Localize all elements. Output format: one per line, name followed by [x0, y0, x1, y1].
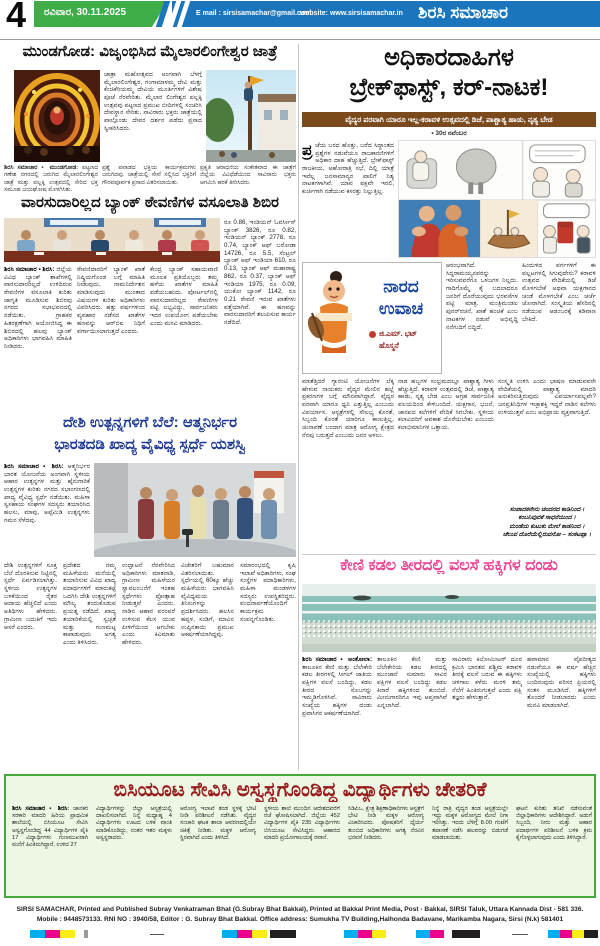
satire-col-b: ಹಿಂದುಳಿದ ವರ್ಗಗಳಿಗೆ ಈ ಪಲ್ಲಟಗಳಲ್ಲಿ ಸಿಗುವುದೇನು? ಕರಾವಳಿ ಉತ್ಸವದ ವೇದಿಕೆಯಲ್ಲಿ ಡಿಜೆ ಮೊಳಗಬೇಕೆ ಅಥವಾ ಯಕ್ಷಗಾನದ ಚಂಡೆ ಮೊಳಗಬೇಕೆ ಎಂಬ ಚರ್ಚೆ ಜೋರಾಗಿದೆ. ಸಂಸ್ಕೃತಿಯ ಹೆಸರಿನಲ್ಲಿ ನಡೆಯುವ ಆಡಂಬರಕ್ಕೆ ಕಡಿವಾಣ ಬೇಕಿದೆ.	[522, 262, 596, 323]
food-headline-2: ಭಾರತದಡಿ ಖಾದ್ಯ ವೈವಿಧ್ಯ ಸ್ಪರ್ಧೆ ಯಶಸ್ವಿ	[54, 436, 246, 453]
verse-line-2: ಕಂಬನಿವುದಕೆ ಸಾಧನೆಯಿಂದ ।	[518, 514, 576, 522]
midday-col-1: ಶಿರಸಿ ಸಮಾಚಾರ ▪ ಶಿರಸಿ: ಜಾನಕರ ಸರಕಾರಿ ಮಾದರಿ ಹಿರಿಯ ಪ್ರಾಥಮಿಕ ಶಾಲೆಯಲ್ಲಿ ಬಿಸಿಯೂಟ ಸೇವಿಸಿ ಅಸ್ವಸ್ಥಗೊಂಡಿದ್ದ 44 ವಿದ್ಯಾರ್ಥಿಗಳ ಪೈಕಿ 17 ವಿದ್ಯಾರ್ಥಿಗಳು ಗುಣಮುಖರಾಗಿ ಮನೆಗೆ ಹಿಂತಿರುಗಿದ್ದಾರೆ, ಉಳಿದ 27	[12, 806, 88, 848]
midday-meal-box	[4, 774, 596, 898]
birds-col-3: ಸಾವಿರಾರು ಕಿಲೋಮೀಟರ್ ದೂರ ಕ್ರಮಿಸಿ ಭಾರತದ ಪಶ್ಚಿಮ ಕರಾವಳಿ ತೀರಕ್ಕೆ ವಲಸೆ ಬರುವ ಈ ಹಕ್ಕಿಗಳು ಚಳಿಗಾಲ ಕಳೆದು ಮರಳಿ ತಮ್ಮ ನೆಲೆಗೆ ಹಿಂತಿರುಗುತ್ತವೆ ಎಂದು ಪಕ್ಷಿ ತಜ್ಞರು ಹೇಳುತ್ತಾರೆ.	[452, 656, 522, 702]
midday-col-5: ಸಿಡಿಪಿಒ, ಕ್ಷೇತ್ರ ಶಿಕ್ಷಣಾಧಿಕಾರಿಗಳು ಆಸ್ಪತ್ರೆಗೆ ಭೇಟಿ ನೀಡಿ ಮಕ್ಕಳ ಆರೋಗ್ಯ ವಿಚಾರಿಸಿದರು. ಪೋಷಕರಿಗೆ ಧೈರ್ಯ ತುಂಬಿದ ಅಧಿಕಾರಿಗಳು ಅಗತ್ಯ ನೆರವಿನ ಭರವಸೆ ನೀಡಿದರು.	[348, 806, 424, 841]
narada-author-bullet	[369, 331, 376, 338]
midday-col-2: ವಿದ್ಯಾರ್ಥಿಗಳನ್ನು ಜಿಲ್ಲಾ ಆಸ್ಪತ್ರೆಯಲ್ಲಿ ದಾಖಲಿಸಲಾಗಿದೆ. ನಿನ್ನೆ ಮಧ್ಯಾಹ್ನ 4 ವಿದ್ಯಾರ್ಥಿಗಳು ಊಟದ ಬಳಿಕ ವಾಂತಿ ಮಾಡಿಕೊಂಡಿದ್ದು, ನಂತರ ಇತರ ಮಕ್ಕಳು ಅಸ್ವಸ್ಥರಾದರು.	[96, 806, 172, 841]
food-photo-office	[94, 463, 296, 557]
satire-col-a: ಆರಂಭವಾಗಿದೆ. ಸಿದ್ದರಾಮಯ್ಯನವರನ್ನು ಇರಿಸುವವರೆಗೂ ಒಳಜಗಳ ನಿಲ್ಲದು. ಗಾದಿಗೊಮ್ಮೆ ಕೈ ಬದಲಾದರೂ ಜನರಿಗೆ ದೊರೆಯುವುದು ಭರವಸೆಗಳ ಪಟ್ಟಿ ಮಾತ್ರ. ಮಂತ್ರಿಮಂಡಲ ಪುನರ್‌ರಚನೆ, ಖಾತೆ ಹಂಚಿಕೆ ಎಂಬ ನಾಟಕಗಳ ನಡುವೆ ಅಭಿವೃದ್ಧಿ ನನೆಗುದಿಗೆ ಬಿದ್ದಿದೆ.	[446, 262, 518, 331]
jatre-photo-deity	[14, 70, 100, 162]
satire-col-2: ನಾಡ ಹಬ್ಬಗಳ ಸಂಭ್ರಮದಲ್ಲೂ ಪಾಶ್ಚಾತ್ಯ ಗೀಳು ಹೆಚ್ಚುತ್ತಿದೆ. ಕರಾವಳಿ ಉತ್ಸವದಲ್ಲಿ ಡಿಜೆ, ಪಾಶ್ಚಾತ್ಯ ಹಾಡು, ನೃತ್ಯ ಬೇಡ ಎಂಬ ಆಗ್ರಹ ಸಾರ್ವಜನಿಕ ವಲಯದಿಂದ ಕೇಳಿಬಂದಿದೆ. ಯಕ್ಷಗಾನ, ಭಜನೆ, ಜಾನಪದ ಕಲೆಗಳಿಗೆ ವೇದಿಕೆ ಸಿಗಬೇಕು. ಸ್ಥಳೀಯ ಕಲಾವಿದರಿಗೆ ಅವಕಾಶ ದೊರೆಯಬೇಕು ಎಂಬುದು ಕಲಾಭಿಮಾನಿಗಳ ಒತ್ತಾಯ.	[398, 378, 494, 432]
masthead-title: ಶಿರಸಿ ಸಮಾಚಾರ	[418, 3, 508, 22]
bank-col-2: ಠೇವಣಿದಾರರಿಗೆ ಬ್ಯಾಂಕ್ ಖಾತೆ ನಿಷ್ಕ್ರಿಯಗೊಂಡ ಬಗ್ಗೆ ಮಾಹಿತಿ ನೀಡುವುದು, ನಾಮನಿರ್ದೇಶನ ಮಾಡಿಸುವುದು ಮುಂತಾದ ವಿಷಯಗಳ ಕುರಿತು ಅಧಿಕಾರಿಗಳು ವಿವರಿಸಿದರು. ಹತ್ತು ವರ್ಷಗಳಿಂದ ವ್ಯವಹಾರ ನಡೆಸದ ಖಾತೆಗಳ ಹಣವನ್ನು ಆರ್‌ಬಿಐ ನಿಧಿಗೆ ವರ್ಗಾಯಿಸಲಾಗುತ್ತದೆ ಎಂದರು.	[77, 266, 145, 335]
satire-headline-1: ಅಧಿಕಾರದಾಹಿಗಳ	[384, 44, 514, 71]
bank-photo-meeting	[4, 218, 220, 262]
satire-dropcap: ಪ್ರ	[302, 142, 313, 159]
midday-col-6: ನಿನ್ನೆ ರಾತ್ರಿ ವೈದ್ಯರ ತಂಡ ಆಸ್ಪತ್ರೆಯಲ್ಲೇ ಇದ್ದು ಮಕ್ಕಳ ಆರೋಗ್ಯದ ಮೇಲೆ ನಿಗಾ ಇರಿಸಿತ್ತು. ಇಂದು ಬೆಳಿಗ್ಗೆ 8.00 ಗಂಟೆಗೆ ತಪಾಸಣೆ ನಡೆಸಿ ಹಲವರನ್ನು ಬಿಡುಗಡೆ ಮಾಡಲಾಯಿತು.	[432, 806, 508, 841]
page-number: 4	[6, 0, 27, 35]
narada-author-2: ಹೊಸ್ಮನೆ	[379, 341, 399, 350]
narada-character	[306, 269, 362, 353]
satire-strap	[302, 112, 596, 127]
birds-col-1: ಶಿರಸಿ ಸಮಾಚಾರ ▪ ಅಂಕೋಲಾ: ತಾಲೂಕಿನ ಕೇಣಿ ಮತ್ತು ಬೆಲೇಕೇರಿ ಕಡಲ ತೀರಗಳಲ್ಲಿ ಸೀಗಲ್ ಜಾತಿಯ ಪಕ್ಷಿಗಳ ವಲಸೆ ಬಂದಿದ್ದು, ಕಡಲ ತೀರದ ಸೊಬಗನ್ನು ಇಮ್ಮಡಿಗೊಳಿಸಿವೆ. ಸಾವಿರಾರು ಸಂಖ್ಯೆಯ ಹಕ್ಕಿಗಳ ದಂಡು ಪ್ರವಾಸಿಗರ ಆಕರ್ಷಣೆಯಾಗಿದೆ.	[302, 656, 372, 717]
jatre-caption-2: ಪ್ರಶ್ನೆ ಪವಾಡದ ಭಕ್ತಿಯ ಕಾರ್ಯಕ್ರಮಗಳು ಜರುಗಿದವು. ಜಾತ್ರೆಯಲ್ಲಿ ಸೇವೆ ಸಲ್ಲಿಸಿದ ಭಕ್ತರಿಗೆ ಗೌರವಪೂರ್ವಕ ಪ್ರಸಾದ ವಿತರಿಸಲಾಯಿತು.	[102, 165, 196, 186]
midday-col-7: ಘಟನೆ ಕುರಿತು ತನಿಖೆ ನಡೆಸುವಂತೆ ಜಿಲ್ಲಾಧಿಕಾರಿಗಳು ಆದೇಶಿಸಿದ್ದಾರೆ. ಅಡುಗೆ ಸಿಬ್ಬಂದಿ, ನೀರು ಮತ್ತು ಆಹಾರ ಪದಾರ್ಥಗಳ ಪರಿಶೀಲನೆ ಬಳಿಕ ಕ್ರಮ ಕೈಗೊಳ್ಳಲಾಗುವುದು ಎಂದು ತಿಳಿಸಿದ್ದಾರೆ.	[516, 806, 592, 841]
birds-photo-beach	[302, 584, 596, 652]
header-date: ರವಿವಾರ, 30.11.2025	[44, 7, 127, 18]
food-col-3: ಉದ್ಘಾಟನೆ ನೆರವೇರಿಸಿದ ಅಧಿಕಾರಿಗಳು ಮಾತನಾಡಿ, ಗ್ರಾಮೀಣ ಮಹಿಳೆಯರ ಸ್ವಾವಲಂಬನೆಗೆ ಇಂತಹ ಸ್ಪರ್ಧೆಗಳು ಪ್ರೋತ್ಸಾಹ ನೀಡುತ್ತವೆ ಎಂದರು. ನಾಡಿನ ಆಹಾರ ಪರಂಪರೆ ಉಳಿಸುವ ಕೆಲಸ ಯುವ ಪೀಳಿಗೆಯಿಂದ ಆಗಬೇಕು ಎಂದು ಕಿವಿಮಾತು ಹೇಳಿದರು.	[122, 562, 175, 646]
bank-col-1: ಶಿರಸಿ ಸಮಾಚಾರ ▪ ಶಿರಸಿ: ಜಿಲ್ಲೆಯ ವಿವಿಧ ಬ್ಯಾಂಕ್ ಶಾಖೆಗಳಲ್ಲಿ ವಾರಸುದಾರರಿಲ್ಲದೆ ಉಳಿದಿರುವ ಠೇವಣಿಗಳ ವಸೂಲಾತಿ ಕುರಿತು ಜಾಗೃತಿ ಮೂಡಿಸುವ ಶಿಬಿರವು ನಗರದ ಸಭಾಭವನದಲ್ಲಿ ನಡೆಯಿತು. ಗ್ರಾಹಕರ ಹಿತರಕ್ಷಣೆಗಾಗಿ ಆಯೋಜಿಸಿದ್ದ ಈ ಶಿಬಿರದಲ್ಲಿ ಹಲವು ಬ್ಯಾಂಕ್ ಅಧಿಕಾರಿಗಳು ಭಾಗವಹಿಸಿ ಮಾಹಿತಿ ನೀಡಿದರು.	[4, 266, 72, 350]
satire-col-0: ಪ್ರ ಜೆಯ ಬರದ ಹೊತ್ತು, ಬರೆದ ಸಿದ್ಧಾಂತದ ಪ್ರಶ್ನೆಗಳ ನಡುವೆಯೂ ರಾಜಕಾರಣಿಗಳಿಗೆ ಅಧಿಕಾರ ದಾಹ ಹೆಚ್ಚುತ್ತಿದೆ. ಬ್ರೇಕ್‌ಫಾಸ್ಟ್ ರಾಜಕೀಯ, ಅಹೋರಾತ್ರಿ ಸಭೆ, ದಿಲ್ಲಿ ಯಾತ್ರೆ ಇವೆಲ್ಲ ಜನಸಾಮಾನ್ಯರ ಪಾಲಿಗೆ ನಿತ್ಯ ನಾಟಕಗಳಾಗಿವೆ. ಯಾವ ಪಕ್ಷವೇ ಇರಲಿ, ಕುರ್ಚಿಗಾಗಿ ನಡೆಯುವ ಕಸರತ್ತು ನಿಲ್ಲುತ್ತಿಲ್ಲ.	[302, 142, 394, 196]
narada-title-2: ಉವಾಚ	[378, 299, 424, 318]
verse-line-1: ಸಂಪಾದಕನೇನು ಚಂದನದ ಕಾಡಿನಿಂದ ।	[509, 506, 585, 513]
satire-verse	[498, 506, 596, 550]
midday-headline: ಬಿಸಿಯೂಟ ಸೇವಿಸಿ ಅಸ್ವಸ್ಥಗೊಂಡಿದ್ದ ವಿದ್ಯಾರ್ಥಿಗಳು ಚೇತರಿಕೆ	[113, 779, 487, 801]
header-website: website: www.sirsisamachar.in	[300, 10, 403, 17]
crop-mark	[150, 934, 164, 935]
verse-line-4: ಚೆಲುವ ದೊರೆಯೆಲ್ಲಿರುವನೋ – ಸಂಕಟಪ್ಪಾ ।	[502, 531, 592, 539]
satire-kicker: • 30ರ ನವೆಂಬರ	[431, 130, 467, 137]
bank-headline: ವಾರಸುದಾರಿಲ್ಲದ ಬ್ಯಾಂಕ್ ಠೇವಣಿಗಳ ವಸೂಲಾತಿ ಶಿಬಿರ	[21, 194, 279, 211]
satire-cartoon	[398, 140, 596, 258]
jatre-mid-text: ಜಾತ್ರಾ ಮಹೋತ್ಸವದ ಅಂಗವಾಗಿ ಬೆಳಗ್ಗೆ ಮೈಲಾರಲಿಂಗೇಶ್ವರ, ಗಂಗಾಮಾಳಮ್ಮ ದೇವಿ ಮತ್ತು ಕೆಂಚಿಕೆರಿಯಮ್ಮ ದೇವಿಯ ಮೂರ್ತಿಗಳಿಗೆ ವಿಶೇಷ ಪೂಜೆ ನೆರವೇರಿತು. ಮೈಲಾರ ಲಿಂಗೇಶ್ವರ ಪಲ್ಲಕ್ಕಿ ಉತ್ಸವವು ಪಟ್ಟಣದ ಪ್ರಮುಖ ಬೀದಿಗಳಲ್ಲಿ ಸಂಚರಿಸಿ ದೇವಸ್ಥಾನ ಸೇರಿತು. ಸಾವಿರಾರು ಭಕ್ತರು ಜಾತ್ರೆಯಲ್ಲಿ ಪಾಲ್ಗೊಂಡು ದೇವರ ದರ್ಶನ ಪಡೆದು ಪ್ರಸಾದ ಸ್ವೀಕರಿಸಿದರು.	[104, 71, 202, 132]
satire-headline-2: ಬ್ರೇಕ್‌ಫಾಸ್ಟ್, ಕರ್-ನಾಟಕ!	[349, 74, 549, 101]
birds-col-4: ಹವಾಮಾನ ವೈಪರೀತ್ಯದ ನಡುವೆಯೂ ಈ ವರ್ಷ ಹೆಚ್ಚಿನ ಸಂಖ್ಯೆಯಲ್ಲಿ ಹಕ್ಕಿಗಳು ಬಂದಿರುವುದು ಪರಿಸರ ಪ್ರಿಯರಲ್ಲಿ ಸಂತಸ ಮೂಡಿಸಿದೆ. ಹಕ್ಕಿಗಳಿಗೆ ತೊಂದರೆ ನೀಡಬಾರದು ಎಂದು ಮನವಿ ಮಾಡಲಾಗಿದೆ.	[527, 656, 596, 710]
narada-title-1: ನಾರದ	[383, 277, 419, 296]
birds-col-2: ತಾಲೂಕಿನ ಕೇಣಿ ಮತ್ತು ಬೆಲೇಕೇರಿಯ ಕಡಲ ತೀರದಲ್ಲಿ ಮುಂಜಾನೆ ಸುಮಾರು ಸಾವಿರ ಪಕ್ಷಿಗಳ ವಲಸೆ ಬಂದಿದ್ದು ಕಡಲ ಕಿನಾರೆ ಹಕ್ಕಿಗಳಿಂದ ತುಂಬಿದೆ. ಮೀನುಗಾರರಿಗೂ ಇವು ಆಪ್ತವಾಗಿವೆ ಎನ್ನಲಾಗಿದೆ.	[377, 656, 447, 710]
column-divider	[298, 44, 299, 770]
satire-col-3: ಸಂಸ್ಕೃತಿ ಉಳಿಸಿ ಎಂದು ಭಾಷಣ ಮಾಡುವವರೇ ವೇದಿಕೆಯಲ್ಲಿ ಪಾಶ್ಚಾತ್ಯ ಮಾದರಿ ಅನುಕರಿಸುತ್ತಿರುವುದು ವಿಪರ್ಯಾಸವಲ್ಲವೇ? ಜನಪ್ರತಿನಿಧಿಗಳ ಇಚ್ಛಾಶಕ್ತಿ ಇದ್ದರೆ ನಾಡಿನ ಕಲೆಗಳು ಉಳಿಯುತ್ತವೆ ಎಂಬ ಅಭಿಪ್ರಾಯ ವ್ಯಕ್ತವಾಗುತ್ತಿದೆ.	[498, 378, 596, 416]
header-rule	[0, 39, 600, 40]
bank-col-3: ಕೇಂದ್ರ ಬ್ಯಾಂಕ್ ಸಹಾಯವಾಣಿ ಮೂಲಕ ಪ್ರತಿಯೊಬ್ಬರು ತಮ್ಮ ಹಳೆಯ ಖಾತೆಗಳ ಮಾಹಿತಿ ಪಡೆಯಬಹುದು. ಪೋರ್ಟಲ್‌ನಲ್ಲಿ ವಾರಸುದಾರರಿಲ್ಲದ ಠೇವಣಿಗಳ ಪಟ್ಟಿ ಲಭ್ಯವಿದ್ದು, ಸಾರ್ವಜನಿಕರು ಇದರ ಉಪಯೋಗ ಪಡೆಯಬೇಕು ಎಂದು ಮನವಿ ಮಾಡಿದರು.	[150, 266, 218, 327]
narada-box	[302, 262, 442, 374]
right-section-rule	[302, 554, 596, 555]
midday-col-4: ಸ್ಥಳೀಯ ಶಾಲೆ ಮುಂದಿನ ಆದೇಶದವರೆಗೆ ರಜೆ ಘೋಷಿಸಲಾಗಿದೆ. ಜಿಲ್ಲೆಯ 452 ವಿದ್ಯಾರ್ಥಿಗಳ ಪೈಕಿ 235 ವಿದ್ಯಾರ್ಥಿಗಳು ಬಿಸಿಯೂಟ ಸೇವಿಸಿದ್ದರು. ಆಹಾರದ ಮಾದರಿ ಪ್ರಯೋಗಾಲಯಕ್ಕೆ ರವಾನೆ.	[264, 806, 340, 841]
food-col-0: ಶಿರಸಿ ಸಮಾಚಾರ ▪ ಶಿರಸಿ: ಆತ್ಮನಿರ್ಭರ ಭಾರತ ಯೋಜನೆಯ ಅಂಗವಾಗಿ ಸ್ಥಳೀಯ ಆಹಾರ ಉತ್ಪನ್ನಗಳ ಮತ್ತು ಹೈನುಗಾರಿಕೆ ಉತ್ಪನ್ನಗಳ ಕುರಿತು ನಗರದ ಸಭಾಂಗಣದಲ್ಲಿ ಖಾದ್ಯ ವೈವಿಧ್ಯ ಸ್ಪರ್ಧೆ ನಡೆಯಿತು. ಮಹಿಳಾ ಸ್ವಸಹಾಯ ಸಂಘಗಳ ಸದಸ್ಯರು ತಯಾರಿಸಿದ ಹಲಸು, ಮಾವು, ಅಪ್ಪೆಮಿಡಿ ಉತ್ಪನ್ನಗಳು ಗಮನ ಸೆಳೆದವು.	[4, 463, 90, 524]
imprint-line-2: Mobile : 9448573133. RNI NO : 3940/58, Editor : G. Subray Bhat Bakkal. Office address: Sumukha TV Building,Halhonda Badavane, Marikamba Nagara, Sirsi (N.k) 581401	[36, 916, 564, 923]
registration-marks	[0, 930, 600, 938]
verse-line-3: ಮಂಡೆಯ ಕುಟುಕು ಮೇಲೆ ಕಾಡನಿಂದ ।	[509, 522, 585, 530]
satire-strap-text: ವೈದ್ಯರ ಪರವಾಗಿ ಯಾರೂ ಇಲ್ಲ-ಕರಾವಳಿ ಉತ್ಸವದಲ್ಲಿ ಡಿಜೆ, ಪಾಶ್ಚಾತ್ಯ ಹಾಡು, ನೃತ್ಯ ಬೇಡ	[345, 115, 553, 124]
satire-col-1: ಮಾತೆತ್ತಿದರೆ ಗ್ಯಾರಂಟಿ ಯೋಜನೆಗಳ ಲೆಕ್ಕ ಹೇಳುವ ನಾಯಕರು ವೈದ್ಯರ ಮೇಲಿನ ಹಲ್ಲೆ ಪ್ರಕರಣಗಳ ಬಗ್ಗೆ ಮೌನವಾಗಿದ್ದಾರೆ. ವೈದ್ಯರ ಪರವಾಗಿ ಯಾರೂ ಧ್ವನಿ ಎತ್ತುತ್ತಿಲ್ಲ ಎಂಬುದು ವಿಪರ್ಯಾಸ. ಆಸ್ಪತ್ರೆಗಳಲ್ಲಿ ಸೌಲಭ್ಯ ಕೊರತೆ, ಸಿಬ್ಬಂದಿ ಕೊರತೆ ಯಾರಿಗೂ ಕಾಣುತ್ತಿಲ್ಲ. ಚುನಾವಣೆ ಬಂದಾಗ ಮಾತ್ರ ಆರೋಗ್ಯ ಕ್ಷೇತ್ರದ ನೆನಪು ಬರುತ್ತದೆ ಎಂಬುದು ಜನರ ಅಳಲು.	[302, 378, 394, 439]
crop-mark	[512, 934, 528, 935]
header-email: E mail : sirsisamachar@gmail.com	[196, 10, 312, 17]
midday-col-3: ಆರೋಗ್ಯ ಇಲಾಖೆ ತಂಡ ಸ್ಥಳಕ್ಕೆ ಭೇಟಿ ನೀಡಿ ಪರಿಶೀಲನೆ ನಡೆಸಿತು. ವೈದ್ಯರ ಸಂಚಾರಿ ಘಟಕ ಶಾಲಾ ಆವರಣದಲ್ಲಿಯೇ ಚಿಕಿತ್ಸೆ ನೀಡಿತು. ಮಕ್ಕಳ ಆರೋಗ್ಯ ಸ್ಥಿರವಾಗಿದೆ ಎಂದು ತಿಳಿಸಿದೆ.	[180, 806, 256, 841]
food-headline-1: ದೇಶಿ ಉತ್ಪನ್ನಗಳಿಗೆ ಬೆಲೆ: ಆತ್ಮನಿರ್ಭರ	[62, 414, 238, 431]
food-col-2: ಪ್ರದೇಶದ ನಮ್ಮ ಮಹಿಳೆಯರು ಮನೆಯಲ್ಲಿ ತಯಾರಿಸುವ ವಿವಿಧ ಖಾದ್ಯ ಪದಾರ್ಥಗಳಿಗೆ ಮಾರುಕಟ್ಟೆ ಒದಗಿಸಿ ದೇಶಿ ಉತ್ಪನ್ನಗಳಿಗೆ ಮೌಲ್ಯ ತಂದುಕೊಡುವ ಪ್ರಯತ್ನ ನಡೆದಿದೆ. ಖಾದ್ಯ ತಯಾರಿಕೆಯಲ್ಲಿ ಸ್ವಚ್ಛತೆ ಮತ್ತು ಗುಣಮಟ್ಟ ಕಾಪಾಡುವುದು ಅಗತ್ಯ ಎಂದು ತಿಳಿಸಿದರು.	[63, 562, 116, 646]
jatre-photo-pole	[206, 70, 296, 162]
imprint-line-1: SIRSI SAMACHAR, Printed and Published Subray Venkatraman Bhat (G.Subray Bhat Bakkal), Printed at Bakkal Print Media, Post - Bakkal, SIRSI Taluk, Uttara Kannada Dist - 581 336.	[16, 906, 584, 913]
bank-side-col: ರೂ 0.86, ಇಂಡಿಯನ್ ಓವರ್ಸೀಸ್ ಬ್ಯಾಂಕ್ 3826, ರೂ 0.82, ಇಂಡಿಯನ್ ಬ್ಯಾಂಕ್ 2778, ರೂ 0.74, ಬ್ಯಾಂಕ್ ಆಫ್ ಬರೋಡಾ 14726, ರೂ 5.5, ಸೆಂಟ್ರಲ್ ಬ್ಯಾಂಕ್ ಆಫ್ ಇಂಡಿಯಾ 610, ರೂ 0.13, ಬ್ಯಾಂಕ್ ಆಫ್ ಮಹಾರಾಷ್ಟ್ರ 862, ರೂ 0.37, ಬ್ಯಾಂಕ್ ಆಫ್ ಇಂಡಿಯಾ 1975, ರೂ 0.09, ಯುಕೋ ಬ್ಯಾಂಕ್ 1142, ರೂ 0.21 ಠೇವಣಿ ಇರುವ ಖಾತೆಗಳು ಪತ್ತೆಯಾಗಿವೆ. ಈ ಹಣವನ್ನು ವಾರಸುದಾರರಿಗೆ ತಲುಪಿಸುವ ಕಾರ್ಯ ನಡೆದಿದೆ.	[224, 219, 296, 326]
food-col-5: ಸಮಾರಂಭದಲ್ಲಿ ಕೃಷಿ ಇಲಾಖೆ ಅಧಿಕಾರಿಗಳು, ಸಂಘ ಸಂಸ್ಥೆಗಳ ಪದಾಧಿಕಾರಿಗಳು, ಮಹಿಳಾ ಮಂಡಳಗಳ ಸದಸ್ಯರು ಉಪಸ್ಥಿತರಿದ್ದರು. ವಂದನಾರ್ಪಣೆಯೊಂದಿಗೆ ಕಾರ್ಯಕ್ರಮ ಸಂಪನ್ನಗೊಂಡಿತು.	[240, 562, 296, 623]
food-col-4: ವಿಜೇತರಿಗೆ ಬಹುಮಾನ ವಿತರಿಸಲಾಯಿತು. ಸ್ಪರ್ಧೆಯಲ್ಲಿ 60ಕ್ಕೂ ಹೆಚ್ಚು ಮಹಿಳೆಯರು ಭಾಗವಹಿಸಿ ವೈವಿಧ್ಯಮಯ ತಿನಿಸುಗಳನ್ನು ಪ್ರದರ್ಶಿಸಿದರು. ಹಲಸಿನ ಹಪ್ಪಳ, ಸಂಡಿಗೆ, ಮಾವಿನ ಉಪ್ಪಿನಕಾಯಿ ಪ್ರಮುಖ ಆಕರ್ಷಣೆಯಾಗಿದ್ದವು.	[181, 562, 234, 639]
food-col-1: ದೇಶಿ ಉತ್ಪನ್ನಗಳಿಗೆ ಸೂಕ್ತ ಬೆಲೆ ದೊರಕಿಸುವ ನಿಟ್ಟಿನಲ್ಲಿ ಸ್ಪರ್ಧೆ ಏರ್ಪಡಿಸಲಾಗಿತ್ತು. ಸ್ಥಳೀಯ ಉತ್ಪನ್ನಗಳ ಬಳಕೆಯಿಂದ ರೈತರ ಆದಾಯ ಹೆಚ್ಚಲಿದೆ ಎಂದು ಅತಿಥಿಗಳು ಹೇಳಿದರು. ಗ್ರಾಮೀಣ ಬದುಕಿಗೆ ಇದು ಆಸರೆ ಎಂದರು.	[4, 562, 57, 631]
jatre-headline: ಮುಂಡಗೋಡ: ವಿಜೃಂಭಿಸಿದ ಮೈಲಾರಲಿಂಗೇಶ್ವರ ಜಾತ್ರೆ	[22, 43, 278, 60]
jatre-caption-1: ಶಿರಸಿ ಸಮಾಚಾರ ▪ ಮುಂಡಗೋಡ: ಪಟ್ಟಣದ ಗಣೇಶ ನಗರದಲ್ಲಿ ಜರುಗಿದ ಮೈಲಾರಲಿಂಗೇಶ್ವರ ಜಾತ್ರೆ ಮತ್ತು ಪಲ್ಲಕ್ಕಿ ಉತ್ಸವದಲ್ಲಿ ಸೇರಿದ ಭಕ್ತ ಸಮೂಹ ಜಯಘೋಷ ಮೊಳಗಿಸಿತು.	[4, 165, 98, 194]
jatre-caption-3: ಪ್ರಕೃತಿ ಆರಾಧನೆಯ ಸಂಕೇತವಾದ ಈ ಜಾತ್ರೆಗೆ ಜಿಲ್ಲೆಯ ವಿವಿಧೆಡೆಯಿಂದ ಸಾವಿರಾರು ಭಕ್ತರು ಆಗಮಿಸಿ ಹರಕೆ ತೀರಿಸಿದರು.	[200, 165, 296, 186]
header-bar	[0, 0, 600, 35]
birds-headline: ಕೇಣಿ ಕಡಲ ತೀರದಲ್ಲಿ ವಲಸೆ ಹಕ್ಕಿಗಳ ದಂಡು	[340, 557, 558, 574]
narada-author-1: ಜಿ.ಎಮ್. ಭಟ್	[379, 329, 418, 338]
